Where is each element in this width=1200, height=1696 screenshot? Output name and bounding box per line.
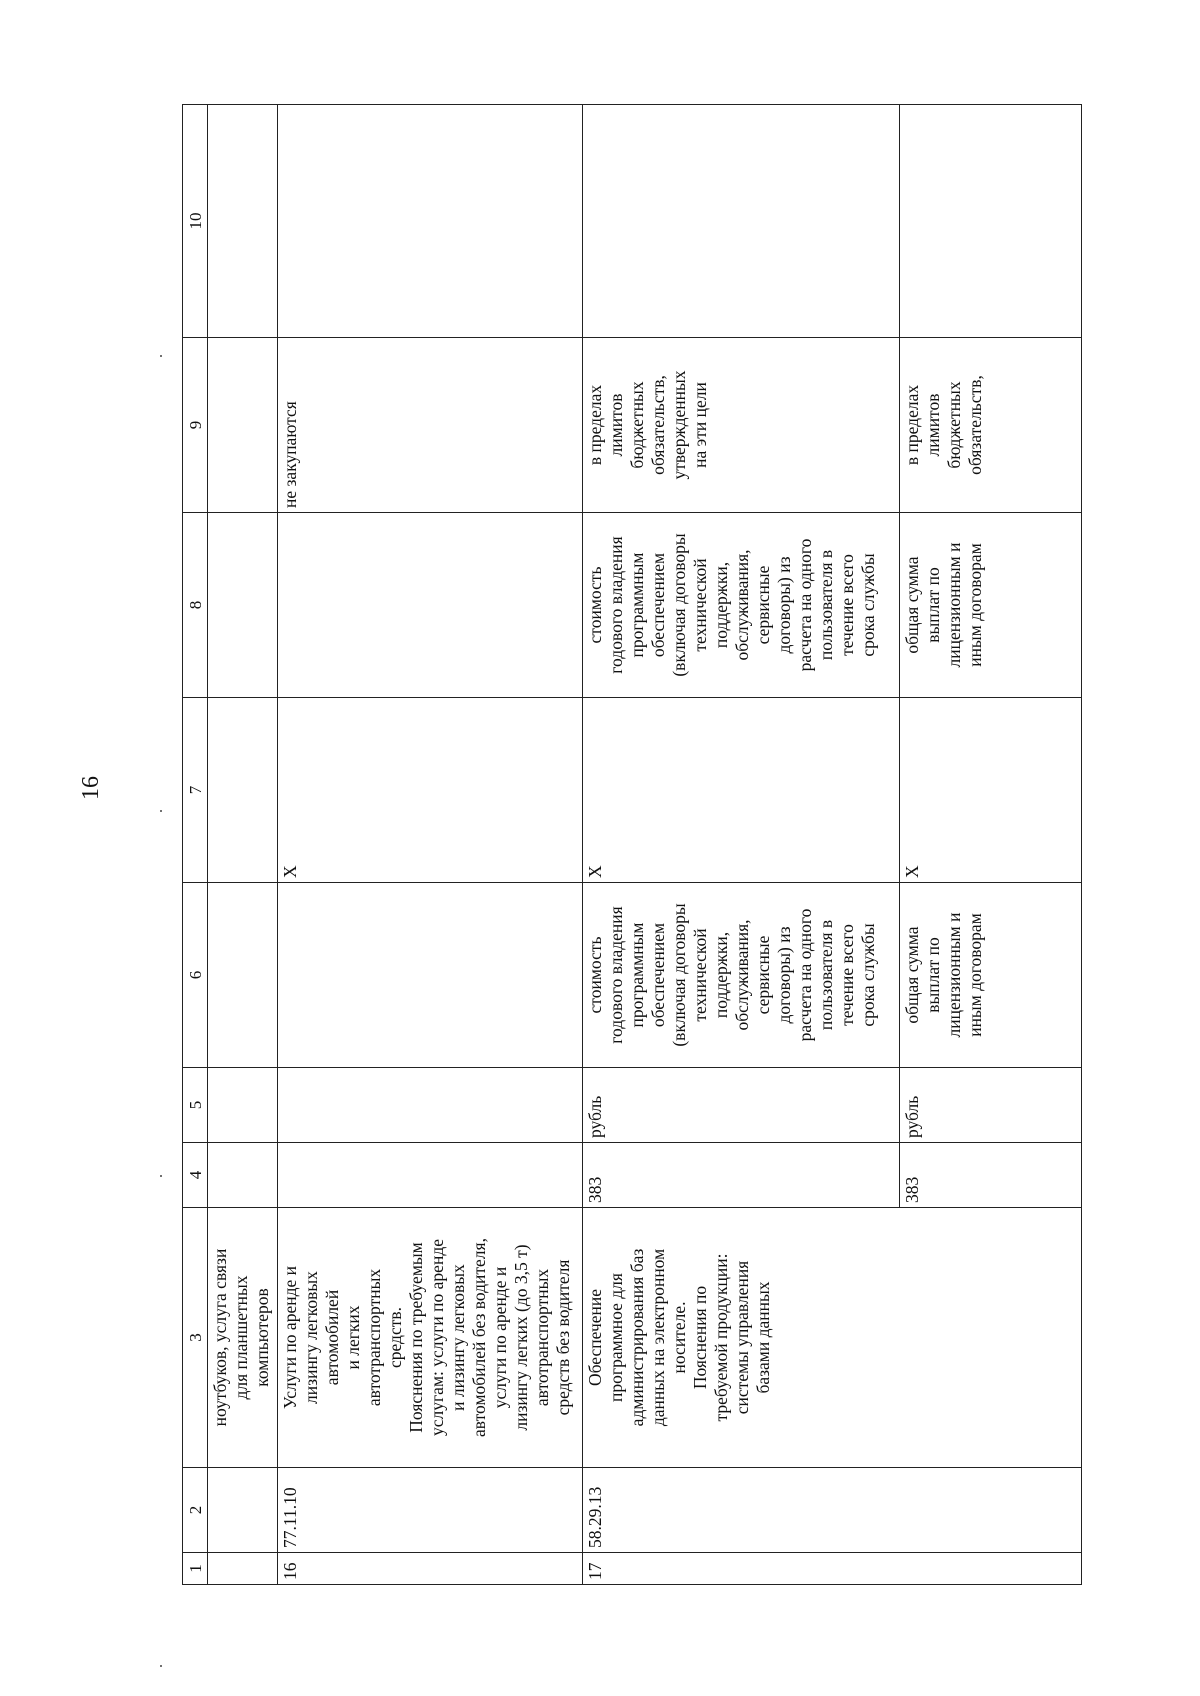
col7-value: Х: [585, 865, 605, 878]
continuation-row: [208, 105, 278, 1585]
col9-split: [583, 338, 1082, 513]
header-row: [183, 105, 208, 1585]
value: стоимость годового владения программным обеспечением (включая договоры технической поддержки, обслуживания, сервисные договоры) из расчета на одного пользователя в течение всего срока службы: [585, 533, 878, 677]
okpd-code: 58.29.13: [583, 1468, 1082, 1553]
header-cell: 7: [183, 698, 208, 883]
value: общая сумма выплат по лицензионным и иным договорам: [899, 513, 988, 697]
okpd-code: 77.11.10: [278, 1468, 583, 1553]
characteristic: общая сумма выплат по лицензионным и иным договорам: [899, 883, 988, 1067]
col9-value: в пределах лимитов бюджетных обязательств,: [899, 338, 988, 512]
empty-cell: [208, 698, 278, 883]
okei-code: 383: [899, 1143, 925, 1207]
header-cell: 9: [183, 338, 208, 513]
empty-cell: [208, 1468, 278, 1553]
scan-speck: [160, 1665, 162, 1667]
row-number: 17: [583, 1553, 1082, 1585]
table-row: [583, 105, 1082, 1585]
characteristic: стоимость годового владения программным обеспечением (включая договоры технической поддержки, обслуживания, сервисные договоры) из расчета на одного пользователя в течение всего срока службы: [585, 903, 878, 1047]
col7-value: Х: [899, 698, 925, 882]
characteristic-split: [583, 883, 1082, 1068]
col9-value: не закупаются: [278, 338, 583, 513]
header-cell: 10: [183, 105, 208, 338]
procurement-requirements-table: [182, 104, 1082, 1585]
empty-cell: [208, 1068, 278, 1143]
value: [278, 513, 583, 698]
header-cell: 5: [183, 1068, 208, 1143]
value-split: [583, 513, 1082, 698]
empty-cell: [208, 513, 278, 698]
col7-value: Х: [278, 698, 583, 883]
col10-value: [583, 105, 899, 337]
header-cell: 8: [183, 513, 208, 698]
unit: рубль: [585, 1095, 605, 1138]
col10-split: [583, 105, 1082, 338]
rotated-table-sheet: [182, 105, 1082, 1585]
scan-speck: [160, 1175, 162, 1177]
empty-cell: [208, 105, 278, 338]
continuation-name: ноутбуков, услуга связи для планшетных компьютеров: [208, 1208, 278, 1468]
unit: рубль: [899, 1068, 925, 1142]
empty-cell: [208, 338, 278, 513]
table-row: [278, 105, 583, 1585]
header-cell: 2: [183, 1468, 208, 1553]
row-number: 16: [278, 1553, 583, 1585]
characteristic: [278, 883, 583, 1068]
col10-value: [899, 105, 904, 337]
okei-code: 383: [585, 1176, 605, 1203]
item-name: Услуги по аренде и лизингу легковых автомобилей и легких автотранспортных средств. Пояснения по требуемым услугам: услуги по аренде и лизингу легковых автомобилей без водителя, услуги по аренде и лизингу легких (до 3,5 т) автотранспортных средств без водителя: [278, 1208, 583, 1468]
scan-speck: [160, 355, 162, 357]
okei-code: [278, 1143, 583, 1208]
header-cell: 4: [183, 1143, 208, 1208]
header-cell: 6: [183, 883, 208, 1068]
header-cell: 1: [183, 1553, 208, 1585]
item-name: Обеспечение программное для администрирования баз данных на электронном носителе. Пояснения по требуемой продукции: системы управления базами данных: [583, 1208, 1082, 1468]
scan-speck: [160, 810, 162, 812]
col9-value: в пределах лимитов бюджетных обязательств, утвержденных на эти цели: [585, 370, 710, 480]
empty-cell: [208, 1143, 278, 1208]
page-number: 16: [78, 776, 104, 800]
header-cell: 3: [183, 1208, 208, 1468]
empty-cell: [208, 1553, 278, 1585]
empty-cell: [208, 883, 278, 1068]
okei-code-split: [583, 1143, 1082, 1208]
unit: [278, 1068, 583, 1143]
col7-split: [583, 698, 1082, 883]
col10-value: [278, 105, 583, 338]
unit-split: [583, 1068, 1082, 1143]
